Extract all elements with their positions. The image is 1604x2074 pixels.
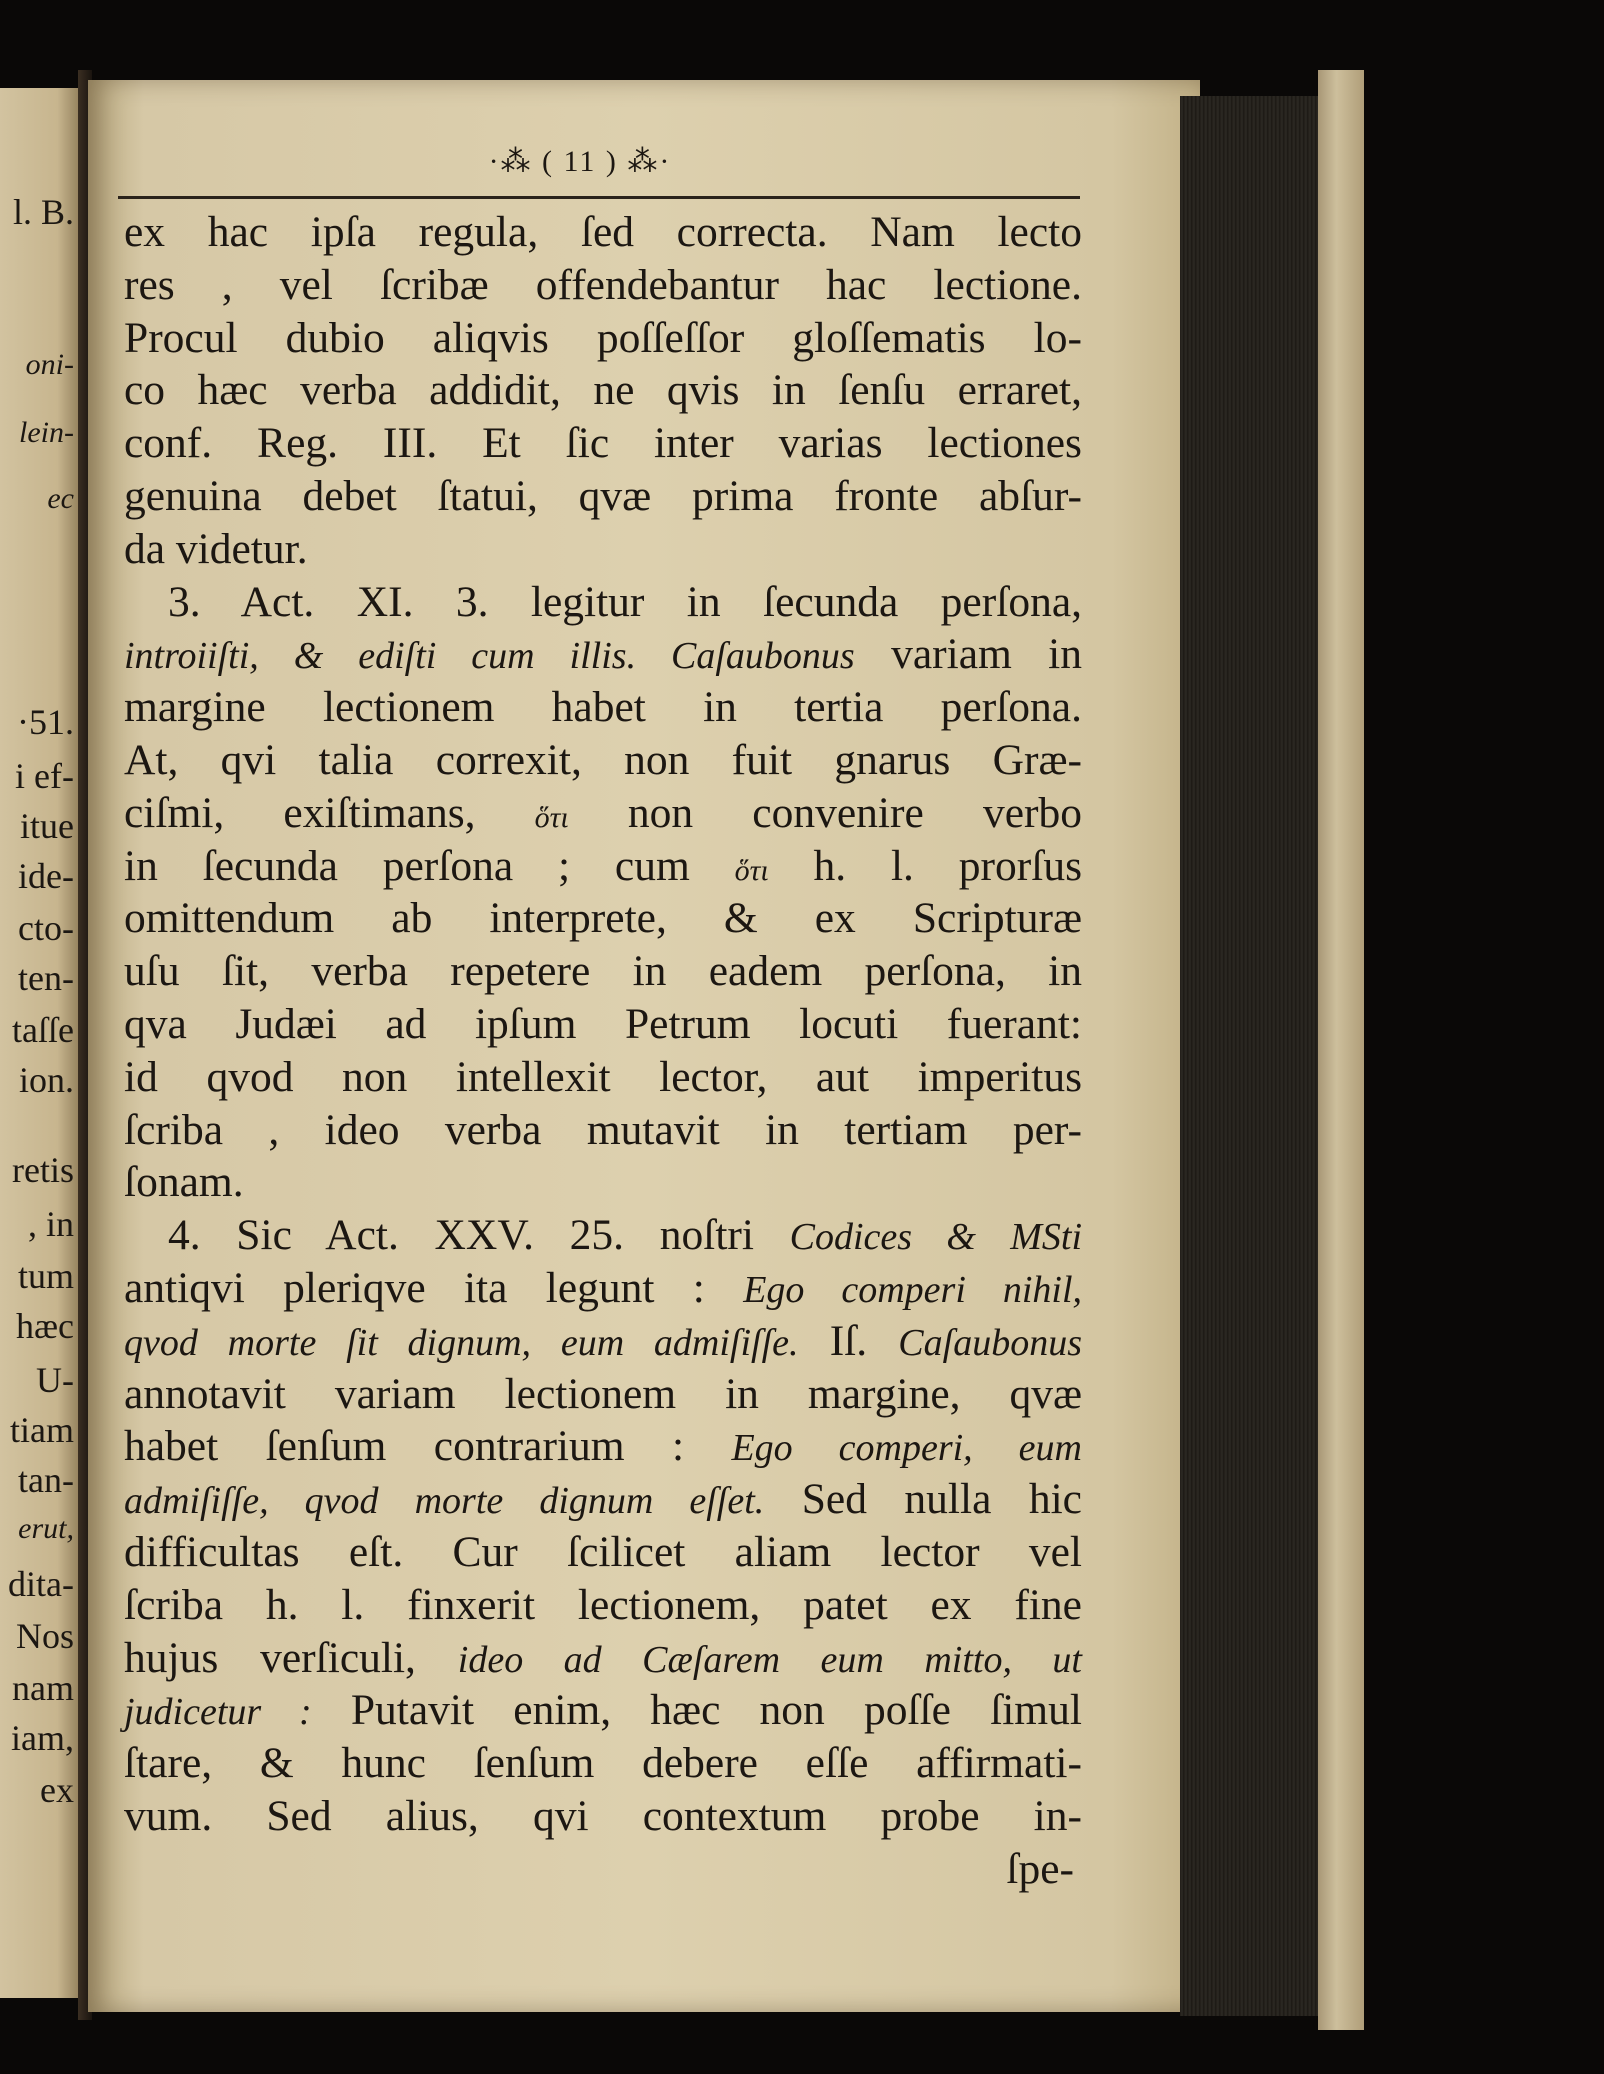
left-margin-fragment: ex <box>40 1770 74 1810</box>
roman-text: in ſecunda perſona ; cum <box>124 841 735 890</box>
left-margin-fragment: erut, <box>18 1512 74 1545</box>
text-line <box>124 1315 1082 1368</box>
text-line <box>124 1526 1082 1579</box>
left-margin-fragment: ·51. <box>17 702 74 742</box>
italic-text: Caſaubonus <box>898 1321 1082 1364</box>
left-margin-fragment: tiam <box>10 1410 74 1450</box>
italic-text: Ego comperi, eum <box>731 1427 1082 1470</box>
left-margin-fragment: dita- <box>8 1564 74 1604</box>
roman-text: ſtare, & hunc ſenſum debere eſſe affirmati- <box>124 1739 1082 1788</box>
text-line <box>124 1209 1082 1262</box>
text-line <box>124 470 1082 523</box>
text-line <box>124 1790 1082 1843</box>
text-line <box>124 1632 1082 1685</box>
text-line <box>124 787 1082 840</box>
text-line <box>124 364 1082 417</box>
roman-text: ex hac ipſa regula, ſed correcta. Nam lecto <box>124 208 1082 256</box>
roman-text: ſcriba , ideo verba mutavit in tertiam per- <box>124 1105 1082 1154</box>
roman-text: ſonam. <box>124 1158 244 1207</box>
left-margin-fragment: hæc <box>16 1306 74 1346</box>
left-margin-fragment: retis <box>12 1150 74 1190</box>
left-margin-fragment: tan- <box>18 1460 74 1500</box>
text-line <box>124 1737 1082 1790</box>
roman-text: 4. Sic Act. XXV. 25. noſtri <box>168 1211 790 1260</box>
book-cover-edge <box>1318 70 1364 2030</box>
left-margin-fragment: itue <box>20 806 74 846</box>
left-margin-fragment: cto- <box>18 908 74 948</box>
text-line <box>124 892 1082 945</box>
left-margin-fragment: iam, <box>11 1718 74 1758</box>
roman-text: omittendum ab interprete, & ex Scripturæ <box>124 894 1082 943</box>
text-line <box>124 523 1082 576</box>
roman-text: variam in <box>854 630 1082 679</box>
italic-text: Ego comperi nihil, <box>743 1268 1083 1311</box>
page-header: ·⁂ ( 11 ) ⁂· <box>488 145 672 178</box>
roman-text: ciſmi, exiſtimans, <box>124 788 535 837</box>
text-line <box>124 312 1082 365</box>
roman-text: conf. Reg. III. Et ſic inter varias lectiones <box>124 419 1082 468</box>
text-line <box>124 840 1082 893</box>
left-margin-fragment: ec <box>47 482 74 515</box>
left-margin-fragment: Nos <box>15 1616 74 1656</box>
roman-text: Procul dubio aliqvis poſſeſſor gloſſematis lo- <box>124 313 1082 362</box>
left-margin-fragment: oni- <box>25 348 74 381</box>
greek-text: ὅτι <box>534 800 569 834</box>
text-line <box>124 1104 1082 1157</box>
text-line <box>124 1156 1082 1209</box>
roman-text: uſu ſit, verba repetere in eadem perſona, in <box>124 947 1082 996</box>
text-line <box>124 628 1082 681</box>
text-line <box>124 1579 1082 1632</box>
left-margin-fragment: taſſe <box>12 1010 74 1050</box>
text-line <box>124 681 1082 734</box>
italic-text: judicetur : <box>124 1691 312 1734</box>
left-margin-fragment: l. B. <box>12 192 74 232</box>
roman-text: genuina debet ſtatui, qvæ prima fronte abſur- <box>124 471 1082 520</box>
roman-text: Sed nulla hic <box>764 1475 1082 1524</box>
italic-text: Codices & MSti <box>789 1216 1082 1259</box>
text-line <box>124 259 1082 312</box>
left-page-edge <box>0 88 82 1998</box>
text-line <box>124 1051 1082 1104</box>
roman-text: h. l. prorſus <box>768 841 1082 890</box>
italic-text: ideo ad Cæſarem eum mitto, ut <box>457 1638 1082 1681</box>
text-line <box>124 1473 1082 1526</box>
roman-text: annotavit variam lectionem in margine, qvæ <box>124 1369 1082 1418</box>
text-line <box>124 576 1082 629</box>
left-margin-fragment: , in <box>27 1204 74 1244</box>
left-margin-fragment: i ef- <box>15 756 74 796</box>
roman-text: non convenire verbo <box>568 788 1082 837</box>
catchword: ſpe- <box>1006 1844 1074 1893</box>
text-block <box>124 206 1082 1896</box>
roman-text: Iſ. <box>798 1316 899 1365</box>
left-margin-fragment: tum <box>17 1256 74 1296</box>
header-rule <box>118 196 1080 199</box>
left-margin-fragment: ide- <box>18 856 74 896</box>
roman-text: ſcriba h. l. finxerit lectionem, patet ex fine <box>124 1580 1082 1629</box>
roman-text: vum. Sed alius, qvi contextum probe in- <box>124 1791 1082 1840</box>
left-margin-fragment: ion. <box>18 1060 74 1100</box>
roman-text: difficultas eſt. Cur ſcilicet aliam lector vel <box>124 1527 1082 1576</box>
roman-text: margine lectionem habet in tertia perſona. <box>124 683 1082 732</box>
page-edges <box>1180 96 1320 2016</box>
roman-text: At, qvi talia correxit, non fuit gnarus Græ- <box>124 735 1082 784</box>
roman-text: Putavit enim, hæc non poſſe ſimul <box>311 1686 1082 1735</box>
text-line <box>124 1262 1082 1315</box>
roman-text: habet ſenſum contrarium : <box>124 1422 732 1471</box>
roman-text: 3. Act. XI. 3. legitur in ſecunda perſona, <box>168 577 1082 626</box>
greek-text: ὅτι <box>734 853 769 887</box>
italic-text: qvod morte ſit dignum, eum admiſiſſe. <box>124 1321 799 1364</box>
roman-text: qva Judæi ad ipſum Petrum locuti fuerant: <box>124 999 1082 1048</box>
roman-text: da videtur. <box>124 524 308 573</box>
text-line <box>124 734 1082 787</box>
italic-text: introiiſti, & ediſti cum illis. Caſaubonus <box>124 635 855 678</box>
roman-text: antiqvi pleriqve ita legunt : <box>124 1263 744 1312</box>
left-margin-fragment: lein- <box>19 416 74 449</box>
text-line <box>124 1420 1082 1473</box>
roman-text: res , vel ſcribæ offendebantur hac lectione. <box>124 260 1082 309</box>
text-line <box>124 998 1082 1051</box>
roman-text: co hæc verba addidit, ne qvis in ſenſu erraret, <box>124 366 1082 415</box>
roman-text: hujus verſiculi, <box>124 1633 458 1682</box>
left-margin-fragment: nam <box>12 1668 74 1708</box>
text-line <box>124 417 1082 470</box>
text-line <box>124 945 1082 998</box>
left-margin-fragment: U- <box>36 1360 74 1400</box>
text-line <box>124 1684 1082 1737</box>
left-margin-fragment: ten- <box>18 958 74 998</box>
roman-text: id qvod non intellexit lector, aut imperitus <box>124 1052 1082 1101</box>
italic-text: admiſiſſe, qvod morte dignum eſſet. <box>124 1480 765 1523</box>
text-line <box>124 1368 1082 1421</box>
text-line <box>124 206 1082 259</box>
